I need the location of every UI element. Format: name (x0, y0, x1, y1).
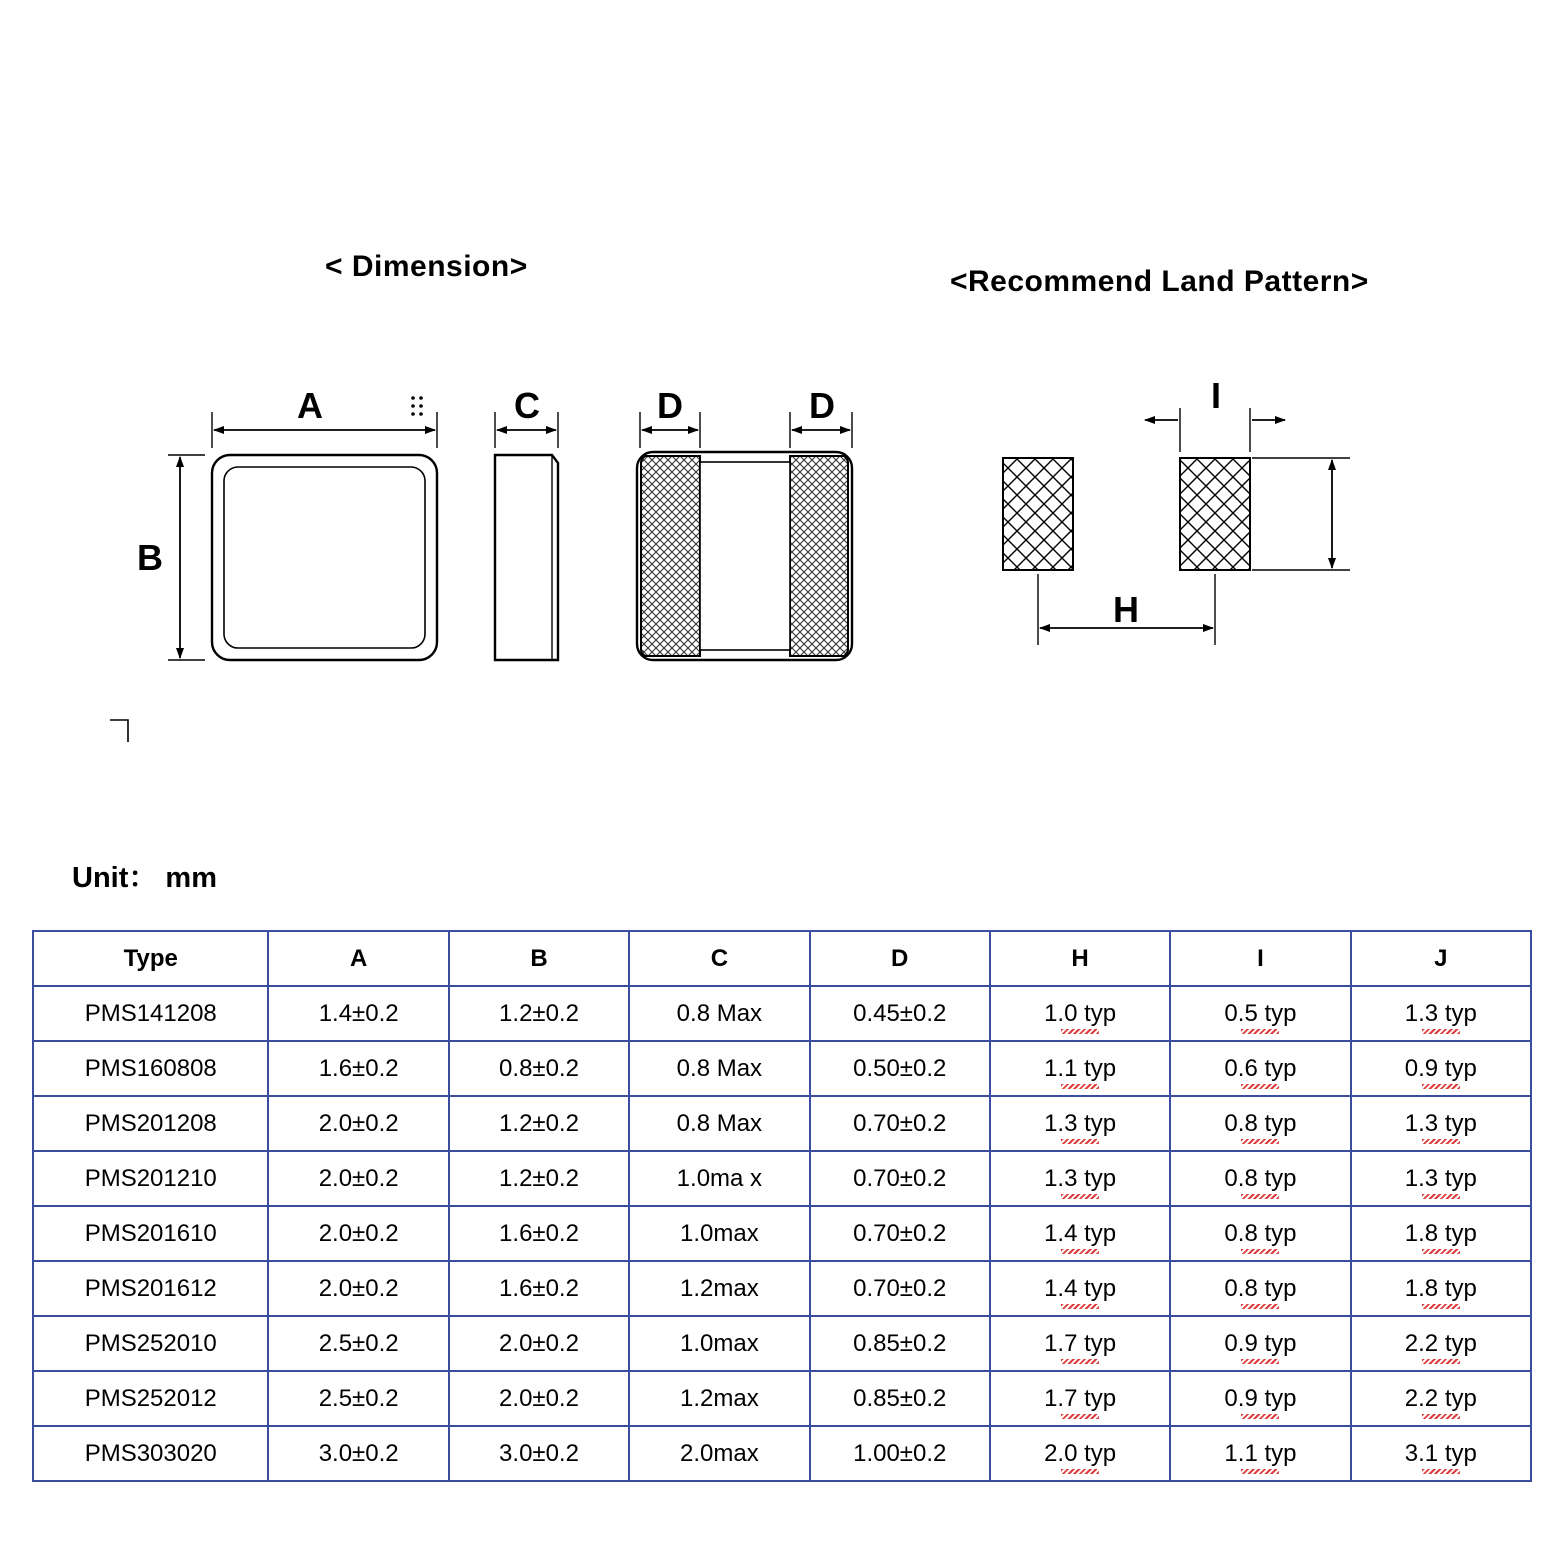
cell-c: 1.2max (629, 1371, 809, 1426)
cell-c: 0.8 Max (629, 1041, 809, 1096)
cell-d: 0.70±0.2 (810, 1206, 990, 1261)
dotted-marker (411, 396, 423, 416)
dimension-j (1252, 458, 1350, 570)
cell-h-text: 1.3 typ (1044, 1164, 1117, 1192)
cell-a: 1.6±0.2 (268, 1041, 448, 1096)
cell-i-text: 1.1 typ (1224, 1439, 1297, 1467)
cell-d: 0.45±0.2 (810, 986, 990, 1041)
cell-b: 3.0±0.2 (449, 1426, 629, 1481)
cell-type: PMS303020 (33, 1426, 268, 1481)
cell-b: 2.0±0.2 (449, 1371, 629, 1426)
top-view-body (212, 455, 437, 660)
cell-h (990, 1261, 1170, 1316)
cell-h-text: 1.7 typ (1044, 1329, 1117, 1357)
cell-a: 2.0±0.2 (268, 1096, 448, 1151)
dimension-a (212, 412, 437, 448)
cell-type: PMS252010 (33, 1316, 268, 1371)
col-header-d: D (810, 931, 990, 986)
cell-h-text: 1.4 typ (1044, 1219, 1117, 1247)
col-header-a: A (268, 931, 448, 986)
cell-j (1351, 1151, 1531, 1206)
cell-b: 1.2±0.2 (449, 1096, 629, 1151)
cell-d: 0.70±0.2 (810, 1096, 990, 1151)
cell-a: 2.5±0.2 (268, 1316, 448, 1371)
cell-c: 0.8 Max (629, 1096, 809, 1151)
cell-i (1170, 1151, 1350, 1206)
cell-b: 1.6±0.2 (449, 1206, 629, 1261)
cell-b: 1.2±0.2 (449, 1151, 629, 1206)
cell-i (1170, 1371, 1350, 1426)
table-row (33, 1261, 1531, 1316)
cell-h (990, 1041, 1170, 1096)
cell-j (1351, 1206, 1531, 1261)
label-h: H (1113, 589, 1139, 630)
cell-type: PMS201210 (33, 1151, 268, 1206)
cell-h-text: 1.4 typ (1044, 1274, 1117, 1302)
cell-c: 2.0max (629, 1426, 809, 1481)
cell-h-text: 1.1 typ (1044, 1054, 1117, 1082)
cell-h (990, 1151, 1170, 1206)
dimension-b (168, 455, 205, 660)
cell-j-text: 1.3 typ (1404, 1164, 1477, 1192)
cell-i (1170, 1041, 1350, 1096)
col-header-b: B (449, 931, 629, 986)
label-b: B (137, 537, 163, 578)
cell-d: 0.85±0.2 (810, 1316, 990, 1371)
col-header-c: C (629, 931, 809, 986)
table-row (33, 1316, 1531, 1371)
land-pad-left (1003, 458, 1073, 570)
cell-i-text: 0.9 typ (1224, 1384, 1297, 1412)
table-row (33, 1426, 1531, 1481)
cell-h (990, 1316, 1170, 1371)
cell-h (990, 1371, 1170, 1426)
cell-b: 0.8±0.2 (449, 1041, 629, 1096)
cell-d: 0.70±0.2 (810, 1151, 990, 1206)
cell-d: 0.70±0.2 (810, 1261, 990, 1316)
cell-type: PMS141208 (33, 986, 268, 1041)
cell-h-text: 2.0 typ (1044, 1439, 1117, 1467)
cell-i-text: 0.8 typ (1224, 1109, 1297, 1137)
cell-a: 2.0±0.2 (268, 1206, 448, 1261)
label-d-left: D (657, 385, 683, 426)
cell-j-text: 1.3 typ (1404, 999, 1477, 1027)
cell-h (990, 986, 1170, 1041)
cell-j (1351, 1096, 1531, 1151)
cell-i (1170, 1206, 1350, 1261)
cell-j-text: 2.2 typ (1404, 1384, 1477, 1412)
cell-i-text: 0.5 typ (1224, 999, 1297, 1027)
cell-i-text: 0.8 typ (1224, 1219, 1297, 1247)
cell-i (1170, 1426, 1350, 1481)
cell-h-text: 1.7 typ (1044, 1384, 1117, 1412)
cell-type: PMS160808 (33, 1041, 268, 1096)
unit-label: Unit： mm (72, 862, 218, 894)
cell-j (1351, 1261, 1531, 1316)
cell-a: 1.4±0.2 (268, 986, 448, 1041)
cell-a: 2.0±0.2 (268, 1151, 448, 1206)
col-header-i: I (1170, 931, 1350, 986)
cell-b: 2.0±0.2 (449, 1316, 629, 1371)
cell-j (1351, 986, 1531, 1041)
col-header-h: H (990, 931, 1170, 986)
label-c: C (514, 385, 540, 426)
land-pad-right (1180, 458, 1250, 570)
cell-j-text: 3.1 typ (1404, 1439, 1477, 1467)
dimension-spec-table (32, 930, 1532, 1482)
land-pattern-section-title: <Recommend Land Pattern> (950, 265, 1369, 298)
cell-j-text: 1.3 typ (1404, 1109, 1477, 1137)
cell-i (1170, 1316, 1350, 1371)
bottom-view-body (637, 452, 852, 660)
cell-h (990, 1426, 1170, 1481)
cell-i-text: 0.9 typ (1224, 1329, 1297, 1357)
cell-j (1351, 1426, 1531, 1481)
label-d-right: D (809, 385, 835, 426)
cell-h-text: 1.0 typ (1044, 999, 1117, 1027)
side-view-body (495, 455, 558, 660)
cell-d: 0.85±0.2 (810, 1371, 990, 1426)
cell-d: 0.50±0.2 (810, 1041, 990, 1096)
cell-h-text: 1.3 typ (1044, 1109, 1117, 1137)
cell-type: PMS201612 (33, 1261, 268, 1316)
cell-a: 2.0±0.2 (268, 1261, 448, 1316)
cell-i-text: 0.6 typ (1224, 1054, 1297, 1082)
table-row (33, 1151, 1531, 1206)
cell-j-text: 2.2 typ (1404, 1329, 1477, 1357)
cell-a: 2.5±0.2 (268, 1371, 448, 1426)
cell-type: PMS252012 (33, 1371, 268, 1426)
cell-j (1351, 1041, 1531, 1096)
cell-j (1351, 1371, 1531, 1426)
table-row (33, 1371, 1531, 1426)
cell-j (1351, 1316, 1531, 1371)
col-header-j: J (1351, 931, 1531, 986)
col-header-type: Type (33, 931, 268, 986)
dimension-section-title: < Dimension> (325, 250, 528, 283)
cell-h (990, 1096, 1170, 1151)
label-i: I (1210, 375, 1222, 416)
stray-mark (110, 720, 128, 742)
table-row (33, 1096, 1531, 1151)
cell-i-text: 0.8 typ (1224, 1164, 1297, 1192)
cell-b: 1.2±0.2 (449, 986, 629, 1041)
cell-type: PMS201208 (33, 1096, 268, 1151)
cell-i-text: 0.8 typ (1224, 1274, 1297, 1302)
cell-c: 1.2max (629, 1261, 809, 1316)
table-header-row (33, 931, 1531, 986)
cell-j-text: 0.9 typ (1404, 1054, 1477, 1082)
cell-type: PMS201610 (33, 1206, 268, 1261)
cell-d: 1.00±0.2 (810, 1426, 990, 1481)
cell-b: 1.6±0.2 (449, 1261, 629, 1316)
cell-i (1170, 1261, 1350, 1316)
cell-c: 1.0ma x (629, 1151, 809, 1206)
table-row (33, 1041, 1531, 1096)
table-row (33, 986, 1531, 1041)
cell-c: 1.0max (629, 1316, 809, 1371)
cell-c: 0.8 Max (629, 986, 809, 1041)
table-row (33, 1206, 1531, 1261)
cell-i (1170, 1096, 1350, 1151)
cell-a: 3.0±0.2 (268, 1426, 448, 1481)
label-a: A (297, 385, 323, 426)
cell-h (990, 1206, 1170, 1261)
cell-i (1170, 986, 1350, 1041)
cell-j-text: 1.8 typ (1404, 1219, 1477, 1247)
cell-j-text: 1.8 typ (1404, 1274, 1477, 1302)
cell-c: 1.0max (629, 1206, 809, 1261)
